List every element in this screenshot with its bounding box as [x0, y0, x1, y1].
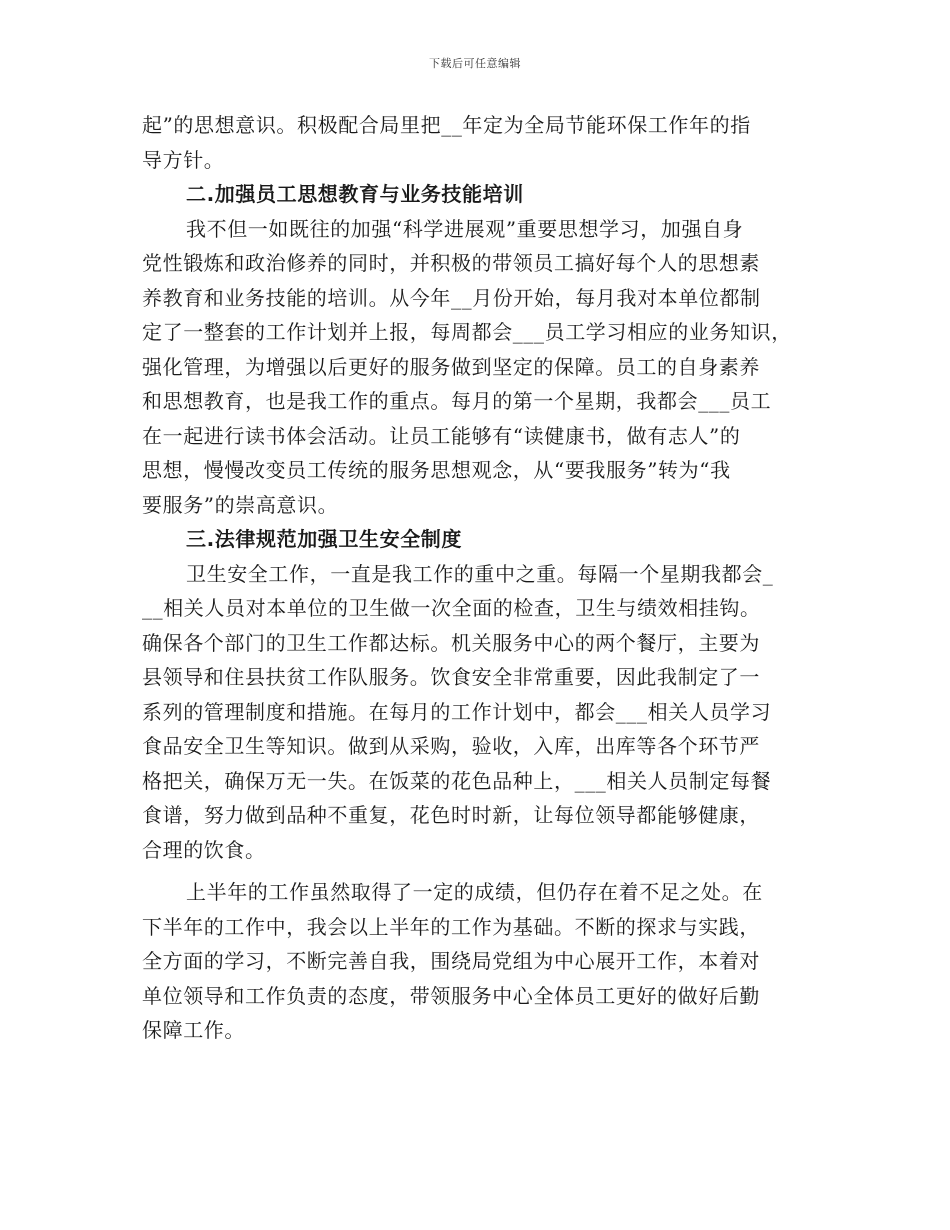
body-line: 合理的饮食。 — [142, 837, 266, 862]
body-line: 食品安全卫生等知识。做到从采购，验收，入库，出库等各个环节严 — [142, 734, 760, 758]
body-line: 食谱，努力做到品种不重复，花色时时新，让每位领导都能够健康， — [142, 803, 760, 827]
body-line: 导方针。 — [142, 147, 225, 172]
section-heading-3: 三.法律规范加强卫生安全制度 — [186, 527, 462, 551]
paragraph-gap — [142, 867, 822, 875]
body-line: 和思想教育，也是我工作的重点。每月的第一个星期，我都会___员工 — [142, 389, 772, 413]
body-line: 强化管理，为增强以后更好的服务做到坚定的保障。员工的自身素养 — [142, 354, 760, 379]
body-line: 确保各个部门的卫生工作都达标。机关服务中心的两个餐厅，主要为 — [142, 630, 760, 655]
body-line: 卫生安全工作，一直是我工作的重中之重。每隔一个星期我都会_ — [186, 561, 774, 586]
body-line: 起”的思想意识。积极配合局里把__年定为全局节能环保工作年的指 — [142, 113, 751, 137]
body-line: 思想，慢慢改变员工传统的服务思想观念，从“要我服务”转为“我 — [142, 458, 731, 482]
body-line: 要服务”的崇高意识。 — [142, 492, 339, 517]
body-line: 我不但一如既往的加强“科学进展观”重要思想学习，加强自身 — [186, 216, 744, 241]
header-note: 下载后可任意编辑 — [429, 57, 521, 70]
body-line: 在一起进行读书体会活动。让员工能够有“读健康书，做有志人”的 — [142, 423, 741, 448]
document-body — [142, 108, 822, 1048]
body-line: 养教育和业务技能的培训。从今年__月份开始，每月我对本单位都制 — [142, 285, 761, 310]
body-line: __相关人员对本单位的卫生做一次全面的检查，卫生与绩效相挂钩。 — [142, 596, 761, 620]
body-line: 保障工作。 — [142, 1018, 245, 1042]
body-line: 系列的管理制度和措施。在每月的工作计划中，都会___相关人员学习 — [142, 699, 772, 724]
body-line: 单位领导和工作负责的态度，带领服务中心全体员工更好的做好后勤 — [142, 983, 760, 1008]
body-line: 上半年的工作虽然取得了一定的成绩，但仍存在着不足之处。在 — [186, 880, 763, 904]
body-line: 下半年的工作中，我会以上半年的工作为基础。不断的探求与实践， — [142, 914, 760, 939]
body-line: 定了一整套的工作计划并上报，每周都会___员工学习相应的业务知识， — [142, 320, 792, 344]
body-line: 县领导和住县扶贫工作队服务。饮食安全非常重要，因此我制定了一 — [142, 665, 760, 689]
body-line: 全方面的学习，不断完善自我，围绕局党组为中心展开工作，本着对 — [142, 949, 760, 973]
body-line: 格把关，确保万无一失。在饭菜的花色品种上，___相关人员制定每餐 — [142, 768, 772, 793]
section-heading-2: 二.加强员工思想教育与业务技能培训 — [186, 182, 524, 206]
body-line: 党性锻炼和政治修养的同时，并积极的带领员工搞好每个人的思想素 — [142, 251, 760, 275]
